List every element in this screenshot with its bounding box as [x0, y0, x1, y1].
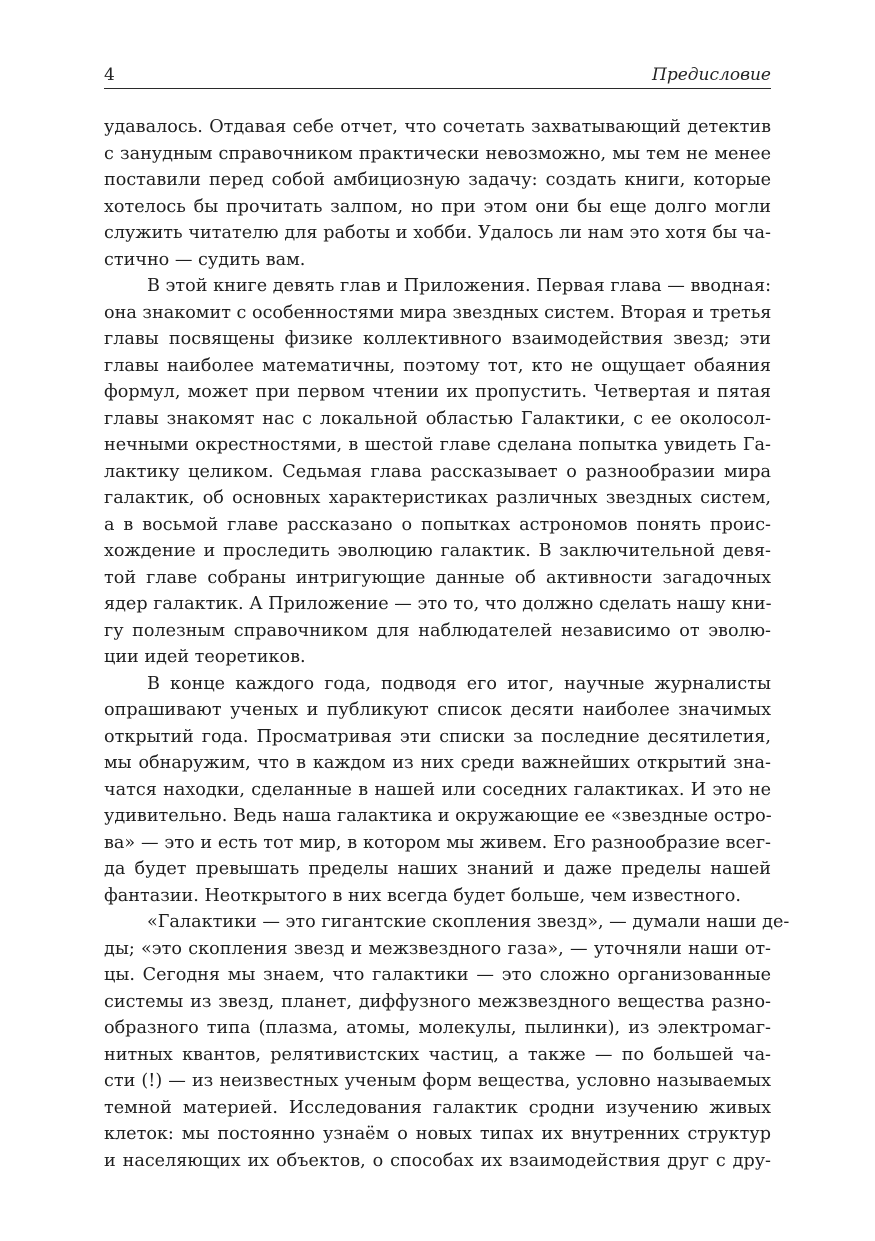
running-head: [104, 62, 771, 89]
text-line: В этой книге девять глав и Приложения. Первая глава — вводная:: [147, 276, 771, 296]
text-line: стично — судить вам.: [104, 249, 306, 270]
text-line: и населяющих их объектов, о способах их взаимодействия друг с дру-: [104, 1150, 771, 1171]
text-line: системы из звезд, планет, диффузного межзвездного вещества разно-: [104, 991, 771, 1012]
text-line: удавалось. Отдавая себе отчет, что сочетать захватывающий детектив: [104, 117, 771, 137]
text-line: она знакомит с особенностями мира звездных систем. Вторая и третья: [104, 302, 772, 323]
text-line: хождение и проследить эволюцию галактик. В заключительной девя-: [104, 541, 771, 561]
text-line: цы. Сегодня мы знаем, что галактики — это сложно организованные: [104, 965, 771, 985]
text-line: служить читателю для работы и хобби. Удалось ли нам это хотя бы ча-: [104, 223, 771, 243]
text-line: мы обнаружим, что в каждом из них среди важнейших открытий зна-: [104, 753, 771, 773]
text-line: поставили перед собой амбициозную задачу: создать книги, которые: [104, 170, 771, 190]
text-line: той главе собраны интригующие данные об активности загадочных: [104, 567, 771, 588]
page-number: 4: [104, 65, 115, 85]
body-text: [104, 114, 790, 1174]
text-line: формул, может при первом чтении их пропустить. Четвертая и пятая: [104, 382, 771, 402]
text-line: «Галактики — это гигантские скопления звезд», — думали наши де-: [147, 912, 790, 932]
text-line: главы знакомят нас с локальной областью Галактики, с ее околосол-: [104, 408, 771, 429]
text-line: чатся находки, сделанные в нашей или соседних галактиках. И это не: [104, 779, 771, 800]
text-line: клеток: мы постоянно узнаём о новых типах их внутренних структур: [104, 1124, 771, 1144]
text-line: темной материей. Исследования галактик сродни изучению живых: [104, 1097, 771, 1118]
text-line: а в восьмой главе рассказано о попытках астрономов понять проис-: [104, 514, 771, 535]
text-line: ды; «это скопления звезд и межзвездного газа», — уточняли наши от-: [104, 938, 771, 959]
text-line: да будет превышать пределы наших знаний и даже пределы нашей: [104, 859, 771, 879]
text-line: главы посвящены физике коллективного взаимодействия звезд; эти: [104, 329, 771, 349]
text-line: галактик, об основных характеристиках различных звездных систем,: [104, 488, 771, 508]
text-line: ции идей теоретиков.: [104, 647, 306, 667]
text-line: опрашивают ученых и публикуют список десяти наиболее значимых: [104, 700, 771, 720]
text-line: ядер галактик. А Приложение — это то, что должно сделать нашу кни-: [104, 594, 772, 614]
text-line: лактику целиком. Седьмая глава рассказывает о разнообразии мира: [104, 461, 771, 482]
text-line: с занудным справочником практически невозможно, мы тем не менее: [104, 143, 771, 164]
text-line: нечными окрестностями, в шестой главе сделана попытка увидеть Га-: [104, 435, 771, 455]
text-line: фантазии. Неоткрытого в них всегда будет больше, чем известного.: [104, 885, 741, 906]
text-line: главы наиболее математичны, поэтому тот, кто не ощущает обаяния: [104, 355, 771, 376]
text-line: В конце каждого года, подводя его итог, научные журналисты: [147, 673, 771, 694]
text-line: сти (!) — из неизвестных ученым форм вещества, условно называемых: [104, 1071, 771, 1091]
text-line: открытий года. Просматривая эти списки за последние десятилетия,: [104, 726, 771, 747]
text-line: образного типа (плазма, атомы, молекулы, пылинки), из электромаг-: [104, 1018, 771, 1038]
text-line: гу полезным справочником для наблюдателей независимо от эволю-: [104, 620, 771, 641]
section-title: Предисловие: [652, 65, 771, 85]
text-line: ва» — это и есть тот мир, в котором мы живем. Его разнообразие всег-: [104, 832, 771, 853]
text-line: хотелось бы прочитать залпом, но при этом они бы еще долго могли: [104, 196, 771, 217]
text-line: удивительно. Ведь наша галактика и окружающие ее «звездные остро-: [104, 806, 772, 826]
text-line: нитных квантов, релятивистских частиц, а также — по большей ча-: [104, 1044, 771, 1065]
